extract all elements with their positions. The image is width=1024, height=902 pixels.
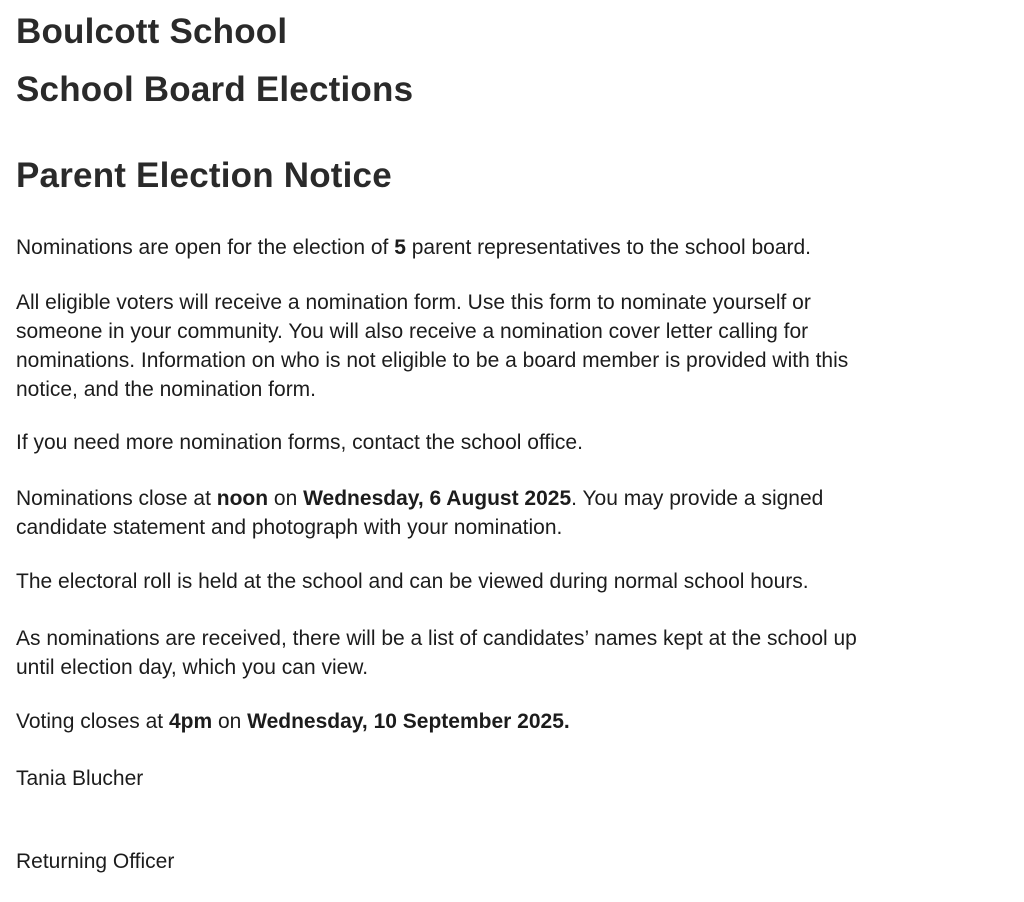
representative-count: 5 <box>394 236 406 259</box>
eligibility-line: notice, and the nomination form. <box>16 378 317 401</box>
eligibility-line: someone in your community. You will also receive a nomination cover letter calling for <box>16 320 809 343</box>
close-time: noon <box>216 487 269 510</box>
signatory-role: Returning Officer <box>16 850 175 873</box>
close-line-2: candidate statement and photograph with your nomination. <box>16 516 563 539</box>
school-name-heading: Boulcott School <box>16 12 288 51</box>
notice-title-heading: Parent Election Notice <box>16 156 392 195</box>
voting-text-pre: Voting closes at <box>16 710 169 733</box>
candidate-list-paragraph <box>16 624 1006 682</box>
voting-date: Wednesday, 10 September 2025. <box>247 710 570 733</box>
electoral-roll-paragraph: The electoral roll is held at the school and can be viewed during normal school hours. <box>16 570 809 593</box>
close-line-1 <box>16 484 1006 513</box>
voting-closes-paragraph <box>16 707 1006 736</box>
candidate-list-line-1: As nominations are received, there will be a list of candidates’ names kept at the school up <box>16 627 857 650</box>
eligibility-line: nominations. Information on who is not eligible to be a board member is provided with this <box>16 349 849 372</box>
candidate-list-line-2: until election day, which you can view. <box>16 656 369 679</box>
close-text-post: . You may provide a signed <box>571 487 824 510</box>
close-date: Wednesday, 6 August 2025 <box>303 487 572 510</box>
close-text-mid: on <box>268 487 304 510</box>
nominations-open-paragraph <box>16 233 1006 262</box>
close-text-pre: Nominations close at <box>16 487 217 510</box>
voting-time: 4pm <box>168 710 213 733</box>
more-forms-paragraph: If you need more nomination forms, contact the school office. <box>16 431 583 454</box>
voting-text-mid: on <box>212 710 248 733</box>
eligibility-line: All eligible voters will receive a nomination form. Use this form to nominate yourself or <box>16 291 811 314</box>
nominations-close-paragraph <box>16 484 1006 542</box>
signatory-name: Tania Blucher <box>16 767 144 790</box>
eligibility-paragraph <box>16 288 1006 404</box>
open-text-post: parent representatives to the school board. <box>405 236 812 259</box>
board-elections-heading: School Board Elections <box>16 70 414 109</box>
open-text-pre: Nominations are open for the election of <box>16 236 395 259</box>
